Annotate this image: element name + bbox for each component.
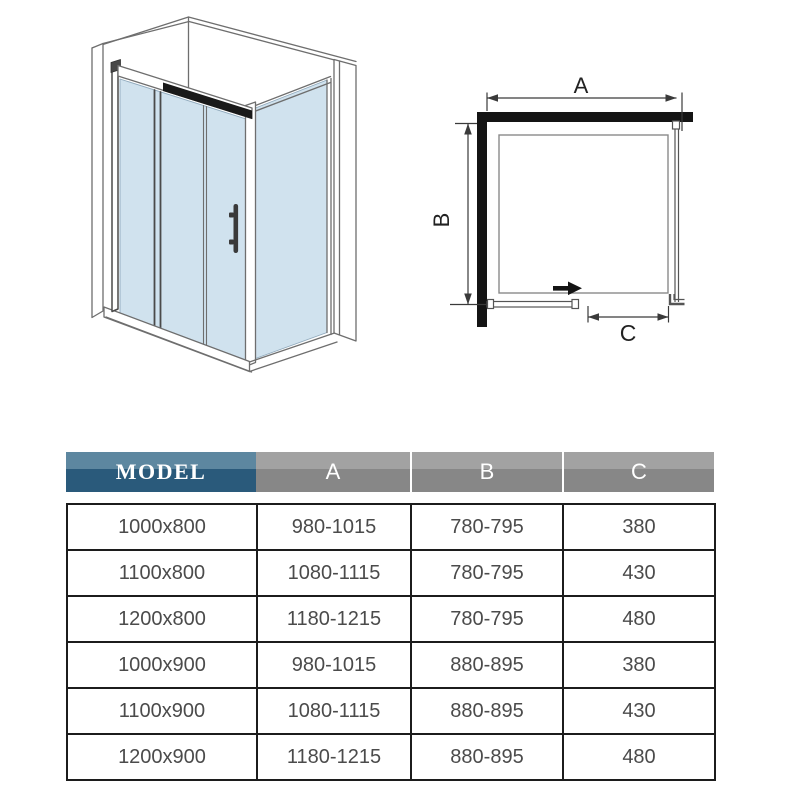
cell-a: 980-1015 [257, 504, 411, 550]
corner-post [246, 102, 256, 367]
right-wall-channel [334, 60, 356, 342]
cell-model: 1100x900 [67, 688, 257, 734]
cell-a: 1180-1215 [257, 734, 411, 780]
cell-c: 480 [563, 734, 715, 780]
cell-c: 430 [563, 550, 715, 596]
cell-b: 880-895 [411, 642, 563, 688]
cell-a: 1080-1115 [257, 688, 411, 734]
front-glass-panels [120, 79, 246, 360]
cell-model: 1000x900 [67, 642, 257, 688]
cell-model: 1000x800 [67, 504, 257, 550]
table-header-c: C [562, 452, 714, 492]
table-header-model: MODEL [66, 452, 256, 492]
plan-side-panel [670, 121, 685, 304]
cell-c: 430 [563, 688, 715, 734]
side-return-panel [253, 77, 331, 359]
plan-sliding-door [487, 300, 579, 309]
table-row [67, 688, 715, 734]
label-b: B [429, 212, 454, 228]
spec-table [66, 503, 716, 781]
cell-c: 480 [563, 596, 715, 642]
plan-view-drawing [420, 55, 750, 365]
cell-c: 380 [563, 504, 715, 550]
cell-model: 1100x800 [67, 550, 257, 596]
table-header-b: B [410, 452, 562, 492]
table-header-row [66, 452, 714, 492]
cell-b: 880-895 [411, 734, 563, 780]
isometric-enclosure-drawing [50, 0, 380, 400]
left-door-profile [111, 60, 121, 312]
label-c: C [619, 320, 637, 346]
cell-b: 780-795 [411, 504, 563, 550]
dimension-a [487, 93, 682, 132]
cell-a: 1180-1215 [257, 596, 411, 642]
cell-model: 1200x800 [67, 596, 257, 642]
tray-outline [499, 135, 668, 293]
left-wall-channel [92, 44, 103, 318]
cell-a: 1080-1115 [257, 550, 411, 596]
label-a: A [573, 73, 589, 98]
cell-model: 1200x900 [67, 734, 257, 780]
table-row [67, 596, 715, 642]
table-row [67, 550, 715, 596]
table-row [67, 734, 715, 780]
cell-b: 780-795 [411, 596, 563, 642]
cell-c: 380 [563, 642, 715, 688]
table-row [67, 642, 715, 688]
table-row [67, 504, 715, 550]
wall-bars [477, 112, 693, 327]
table-header-a: A [256, 452, 410, 492]
cell-a: 980-1015 [257, 642, 411, 688]
cell-b: 780-795 [411, 550, 563, 596]
cell-b: 880-895 [411, 688, 563, 734]
